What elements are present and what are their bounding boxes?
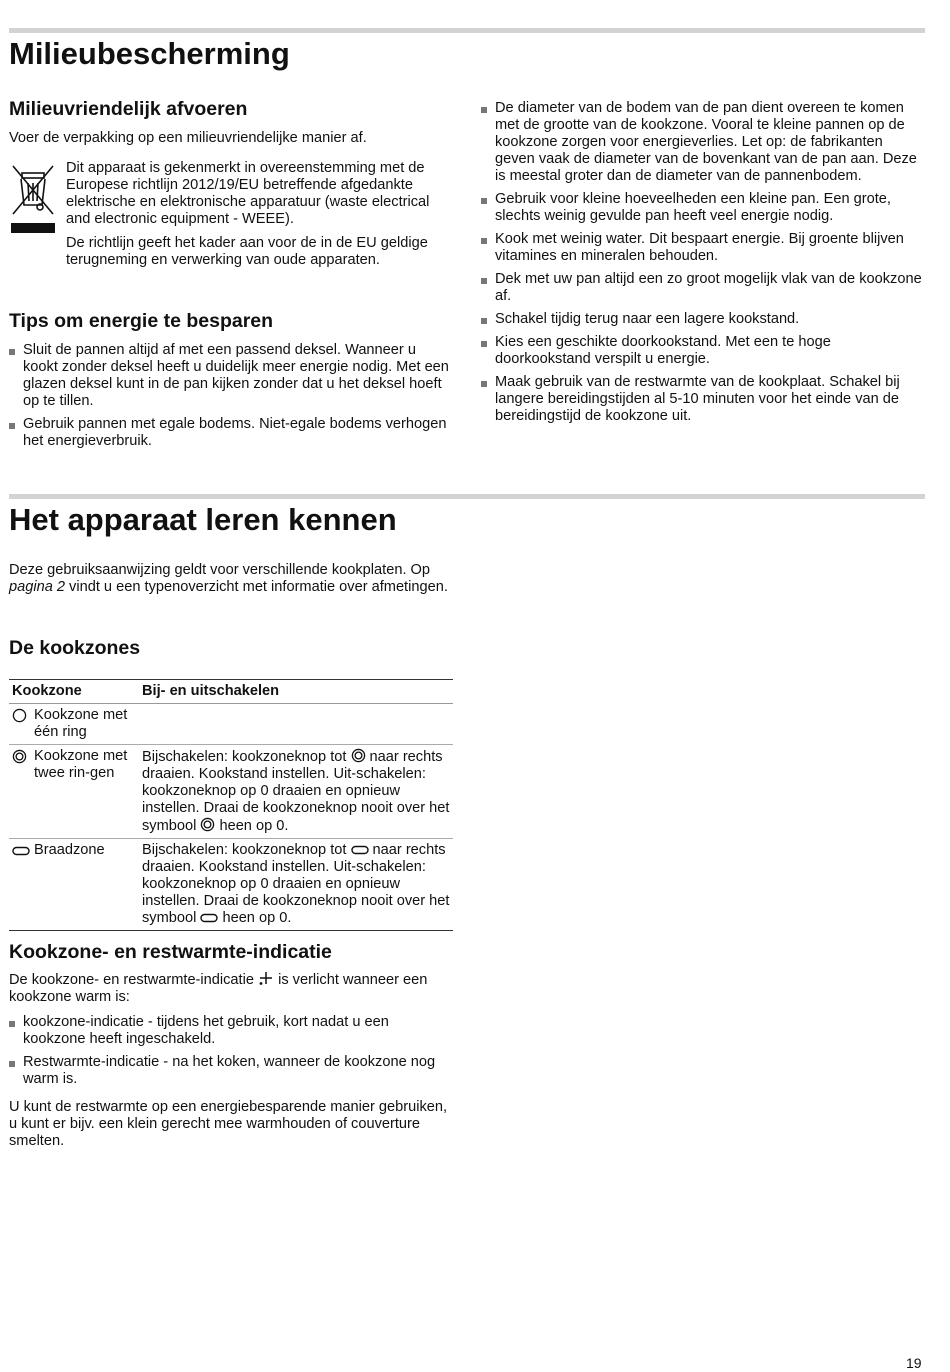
indicator-intro xyxy=(9,970,449,1006)
zones-heading: De kookzones xyxy=(9,637,141,659)
bullet-square-icon xyxy=(481,318,487,324)
list-item-text: Schakel tijdig terug naar een lagere kookstand. xyxy=(495,311,800,327)
column-header: Bij- en uitschakelen xyxy=(139,680,453,704)
bullet-square-icon xyxy=(9,1061,15,1067)
list-item-text: Sluit de pannen altijd af met een passend deksel. Wanneer u kookt zonder deksel heeft u duidelijk meer energie nodig. Met een glazen deksel kunt in de pan kijken zonder dat u het deksel hoeft op te tillen. xyxy=(23,342,449,409)
list-item xyxy=(9,342,451,410)
page-reference-link[interactable]: pagina 2 xyxy=(9,579,65,595)
weee-text-2: De richtlijn geeft het kader aan voor de in de EU geldige terugneming en verwerking van oude apparaten. xyxy=(66,235,428,268)
section-rule xyxy=(9,494,925,499)
tips-list-right xyxy=(481,100,923,431)
zone-description xyxy=(139,745,453,839)
bullet-square-icon xyxy=(481,238,487,244)
intro-text: vindt u een typenoverzicht met informatie over afmetingen. xyxy=(65,579,448,595)
double-ring-icon xyxy=(200,817,215,832)
list-item xyxy=(481,374,923,425)
desc-text: Bijschakelen: kookzoneknop tot xyxy=(142,749,351,765)
list-item xyxy=(481,100,923,185)
indicator-heading: Kookzone- en restwarmte-indicatie xyxy=(9,941,332,963)
list-item-text: Maak gebruik van de restwarmte van de kookplaat. Schakel bij langere bereidingstijden al 5-10 minuten voor het einde van de bereidingstijd de kookzone uit. xyxy=(495,374,900,424)
roasting-zone-icon xyxy=(351,844,369,856)
crossed-out-wheelie-bin-icon xyxy=(10,163,56,235)
disposal-intro: Voer de verpakking op een milieuvriendelijke manier af. xyxy=(9,130,367,146)
section-title: Milieubescherming xyxy=(9,36,290,71)
single-ring-icon xyxy=(12,708,27,723)
list-item-text: Kook met weinig water. Dit bespaart energie. Bij groente blijven vitamines en mineralen behouden. xyxy=(495,231,904,264)
section-intro xyxy=(9,562,449,596)
bullet-square-icon xyxy=(481,381,487,387)
double-ring-icon xyxy=(351,748,366,763)
bullet-square-icon xyxy=(481,107,487,113)
list-item xyxy=(481,311,923,328)
list-item-text: De diameter van de bodem van de pan dient overeen te komen met de grootte van de kookzone. Vooral te kleine pannen op de kookzone zorgen voor energieverlies. Let op: de fabrikanten geven vaak de diameter van de bovenkant van de pan aan. Deze is meestal groter dan de diameter van de pannenbodem. xyxy=(495,100,917,184)
indicator-intro-text: is verlicht wanneer een kookzone warm is: xyxy=(9,972,428,1005)
list-item-text: Restwarmte-indicatie - na het koken, wanneer de kookzone nog warm is. xyxy=(23,1054,436,1087)
double-ring-icon xyxy=(12,749,27,764)
zone-name: Braadzone xyxy=(34,842,105,858)
indicator-list xyxy=(9,1014,451,1094)
table-row xyxy=(9,839,453,931)
list-item xyxy=(9,416,451,450)
intro-text: Deze gebruiksaanwijzing geldt voor verschillende kookplaten. Op xyxy=(9,562,431,578)
desc-text: heen op 0. xyxy=(215,818,289,834)
list-item xyxy=(481,334,923,368)
desc-text: Bijschakelen: kookzoneknop tot xyxy=(142,842,351,858)
list-item-text: kookzone-indicatie - tijdens het gebruik, kort nadat u een kookzone heeft ingeschakeld. xyxy=(23,1014,389,1047)
section-rule xyxy=(9,28,925,33)
cooking-zones-table xyxy=(9,679,453,931)
indicator-intro-text: De kookzone- en restwarmte-indicatie xyxy=(9,972,259,988)
table-row xyxy=(9,704,453,745)
bullet-square-icon xyxy=(9,423,15,429)
bullet-square-icon xyxy=(481,278,487,284)
disposal-heading: Milieuvriendelijk afvoeren xyxy=(9,98,248,120)
zone-name: Kookzone met twee rin-gen xyxy=(34,748,128,781)
desc-text: heen op 0. xyxy=(218,910,292,926)
desc-text: naar rechts draaien. Kookstand instellen. Uit-schakelen: kookzoneknop op 0 draaien en opnieuw instellen. Draai de kookzoneknop nooit over het symbool xyxy=(142,842,450,926)
list-item-text: Gebruik pannen met egale bodems. Niet-egale bodems verhogen het energieverbruik. xyxy=(23,416,447,449)
tips-heading: Tips om energie te besparen xyxy=(9,310,274,332)
list-item xyxy=(481,191,923,225)
list-item-text: Kies een geschikte doorkookstand. Met een te hoge doorkookstand verspilt u energie. xyxy=(495,334,831,367)
section-title: Het apparaat leren kennen xyxy=(9,502,397,537)
tips-list-left xyxy=(9,342,451,456)
list-item-text: Gebruik voor kleine hoeveelheden een kleine pan. Een grote, slechts weinig gevulde pan heeft veel energie nodig. xyxy=(495,191,891,224)
zone-description xyxy=(139,839,453,931)
list-item xyxy=(481,271,923,305)
residual-heat-indicator-icon xyxy=(258,970,274,986)
bullet-square-icon xyxy=(481,341,487,347)
list-item xyxy=(9,1014,451,1048)
list-item xyxy=(9,1054,451,1088)
list-item xyxy=(481,231,923,265)
bullet-square-icon xyxy=(9,349,15,355)
list-item-text: Dek met uw pan altijd een zo groot mogelijk vlak van de kookzone af. xyxy=(495,271,922,304)
roasting-zone-icon xyxy=(200,912,218,924)
page-number: 19 xyxy=(906,1355,922,1371)
roasting-zone-icon xyxy=(12,845,30,857)
column-header: Kookzone xyxy=(9,680,139,704)
table-row xyxy=(9,745,453,839)
desc-text: naar rechts draaien. Kookstand instellen. Uit-schakelen: kookzoneknop op 0 draaien en opnieuw instellen. Draai de kookzoneknop nooit over het symbool xyxy=(142,749,450,834)
weee-text: Dit apparaat is gekenmerkt in overeenstemming met de Europese richtlijn 2012/19/EU betreffende afgedankte elektrische en elektronische apparatuur (waste electrical and electronic equipment - WEEE). xyxy=(66,160,430,227)
bullet-square-icon xyxy=(481,198,487,204)
indicator-outro: U kunt de restwarmte op een energiebesparende manier gebruiken, u kunt er bijv. een klein gerecht mee warmhouden of couverture smelten. xyxy=(9,1099,448,1149)
zone-name: Kookzone met één ring xyxy=(34,707,128,740)
bullet-square-icon xyxy=(9,1021,15,1027)
